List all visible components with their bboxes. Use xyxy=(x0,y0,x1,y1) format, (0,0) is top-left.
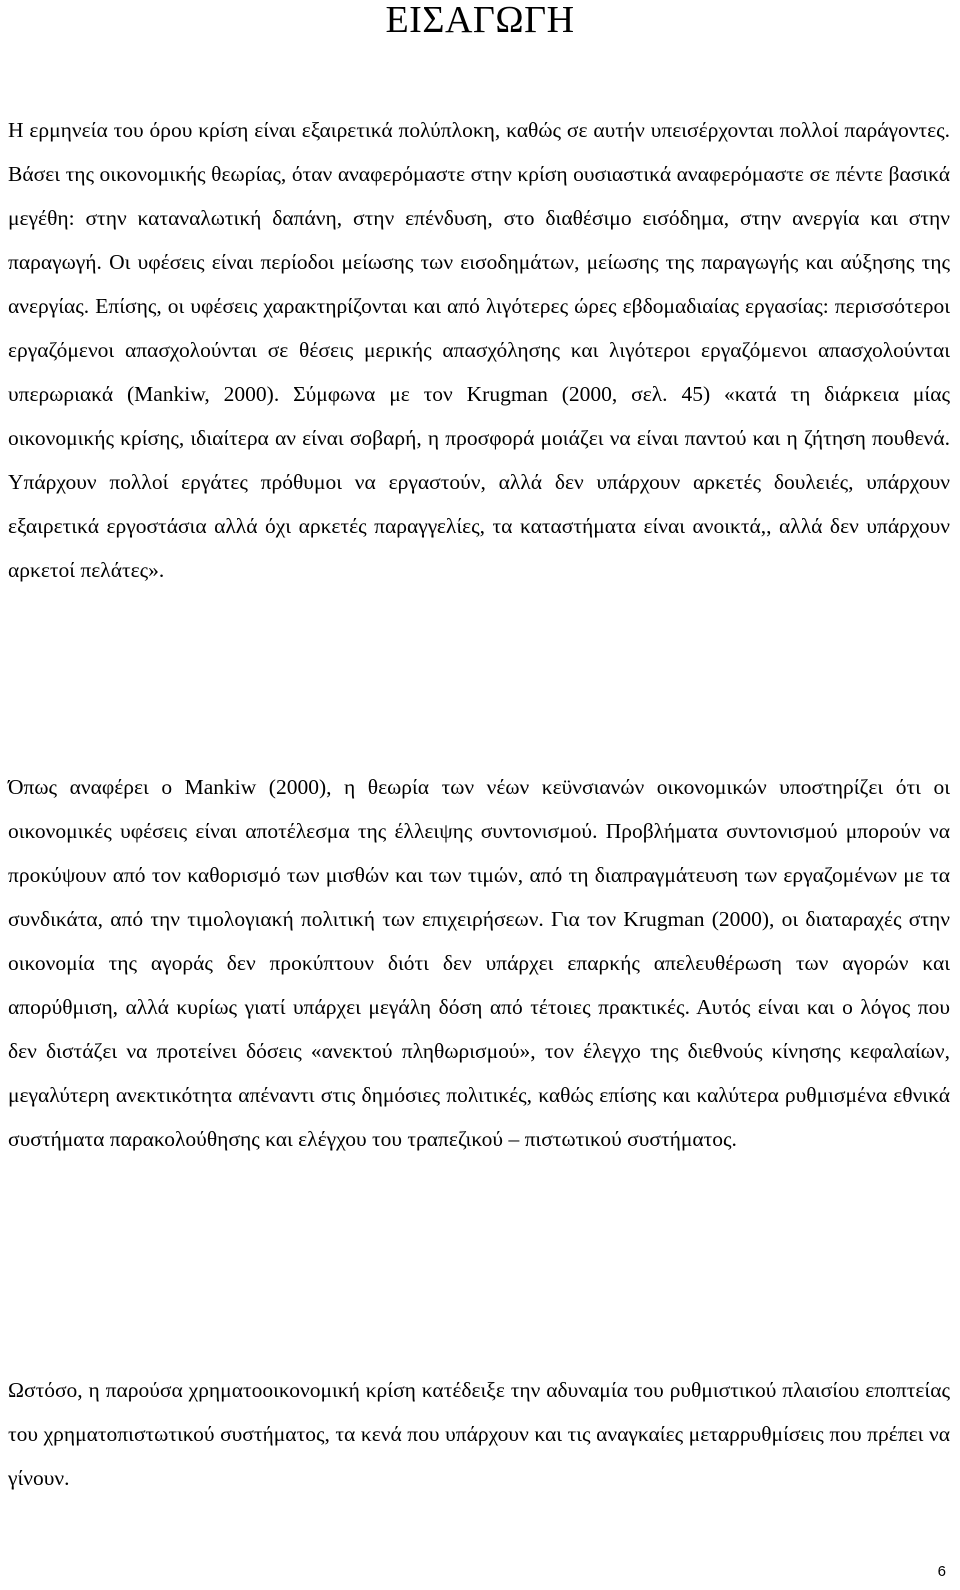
paragraph-2: Όπως αναφέρει ο Mankiw (2000), η θεωρία των νέων κεϋνσιανών οικονομικών υποστηρίζει ότι οι οικονομικές υφέσεις είναι αποτέλεσμα της έλλειψης συντονισμού. Προβλήματα συντονισμού μπορούν να προκύψουν από τον καθορισμό των μισθών και των τιμών, από τη διαπραγμάτευση των εργαζομένων με τα συνδικάτα, από την τιμολογιακή πολιτική των επιχειρήσεων. Για τον Krugman (2000), οι διαταραχές στην οικονομία της αγοράς δεν προκύπτουν διότι δεν υπάρχει επαρκής απελευθέρωση των αγορών και απορύθμιση, αλλά κυρίως γιατί υπάρχει μεγάλη δόση από τέτοιες πρακτικές. Αυτός είναι και ο λόγος που δεν διστάζει να προτείνει δόσεις «ανεκτού πληθωρισμού», τον έλεγχο της διεθνούς κίνησης κεφαλαίων, μεγαλύτερη ανεκτικότητα απέναντι στις δημόσιες πολιτικές, καθώς επίσης και καλύτερα ρυθμισμένα εθνικά συστήματα παρακολούθησης και ελέγχου του τραπεζικού – πιστωτικού συστήματος. xyxy=(8,775,950,1151)
page-number: 6 xyxy=(937,1563,946,1580)
paragraph-1: Η ερμηνεία του όρου κρίση είναι εξαιρετικά πολύπλοκη, καθώς σε αυτήν υπεισέρχονται πολλοί παράγοντες. Βάσει της οικονομικής θεωρίας, όταν αναφερόμαστε στην κρίση ουσιαστικά αναφερόμαστε σε πέντε βασικά μεγέθη: στην καταναλωτική δαπάνη, στην επένδυση, στο διαθέσιμο εισόδημα, στην ανεργία και στην παραγωγή. Οι υφέσεις είναι περίοδοι μείωσης των εισοδημάτων, μείωσης της παραγωγής και αύξησης της ανεργίας. Επίσης, οι υφέσεις χαρακτηρίζονται και από λιγότερες ώρες εβδομαδιαίας εργασίας: περισσότεροι εργαζόμενοι απασχολούνται σε θέσεις μερικής απασχόλησης και λιγότεροι εργαζόμενοι απασχολούνται υπερωριακά (Mankiw, 2000). Σύμφωνα με τον Krugman (2000, σελ. 45) «κατά τη διάρκεια μίας οικονομικής κρίσης, ιδιαίτερα αν είναι σοβαρή, η προσφορά μοιάζει να είναι παντού και η ζήτηση πουθενά. Υπάρχουν πολλοί εργάτες πρόθυμοι να εργαστούν, αλλά δεν υπάρχουν αρκετές δουλειές, υπάρχουν εξαιρετικά εργοστάσια αλλά όχι αρκετές παραγγελίες, τα καταστήματα είναι ανοικτά,, αλλά δεν υπάρχουν αρκετοί πελάτες». xyxy=(8,118,950,582)
paragraph-3: Ωστόσο, η παρούσα χρηματοοικονομική κρίση κατέδειξε την αδυναμία του ρυθμιστικού πλαισίου εποπτείας του χρηματοπιστωτικού συστήματος, τα κενά που υπάρχουν και τις αναγκαίες μεταρρυθμίσεις που πρέπει να γίνουν. xyxy=(8,1378,950,1490)
page-title: ΕΙΣΑΓΩΓΗ xyxy=(385,0,575,41)
